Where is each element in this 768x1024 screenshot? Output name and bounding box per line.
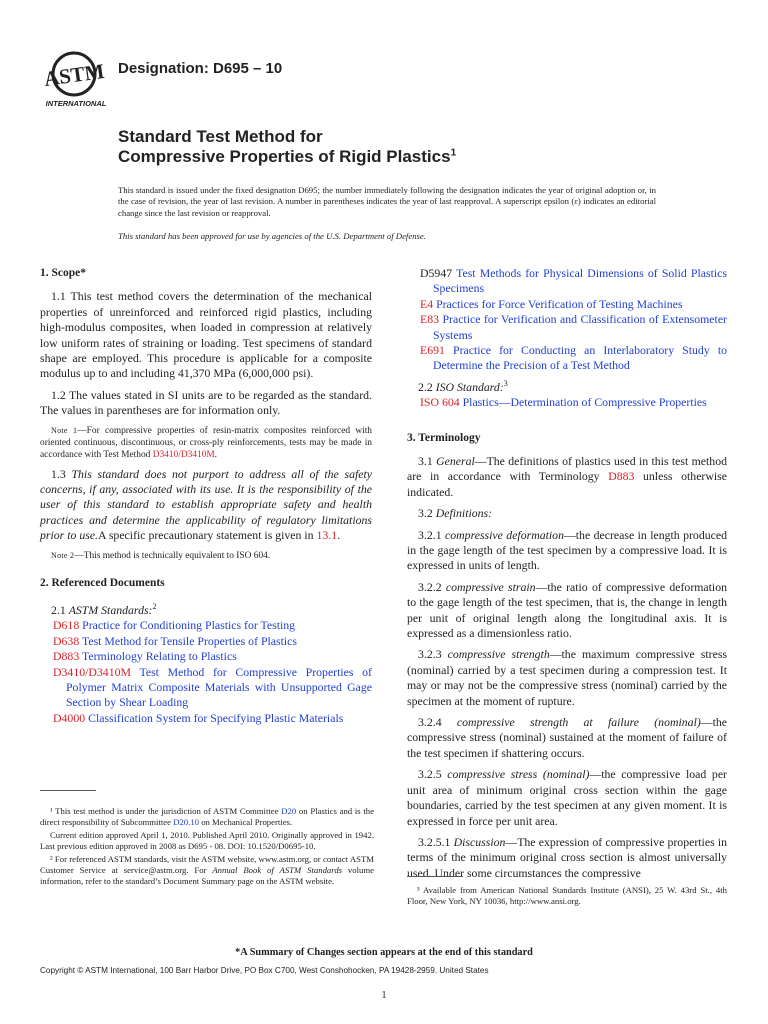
definition-3-2-1: 3.2.1 compressive deformation—the decrease in length produced in the gage length of the test specimen by a compressive load. It is expressed in units of length. (407, 527, 727, 573)
page-number: 1 (381, 990, 387, 1001)
reference-item[interactable]: D883 Terminology Relating to Plastics (53, 649, 237, 664)
link-d20[interactable]: D20 (281, 806, 297, 816)
section-heading-scope: 1. Scope* (40, 267, 86, 279)
paragraph-1-3: 1.3 This standard does not purport to address all of the safety concerns, if any, associated with its use. It is the responsibility of the user of this standard to establish appropriate safety and health practices and determine the applicability of regulatory limitations prior to use.A specific precautionary statement is given in 13.1. (40, 466, 372, 543)
footnote-1: ¹ This test method is under the jurisdiction of ASTM Committee D20 on Plastics and is the direct responsibility of Subcommittee D20.10 on Mechanical Properties. (40, 806, 375, 827)
link-d883[interactable]: D883 (608, 469, 635, 484)
reference-item[interactable]: D5947 Test Methods for Physical Dimensions of Solid Plastics Specimens (420, 266, 727, 296)
subsection-iso-standard: 2.2 ISO Standard:$^3$ (418, 378, 508, 394)
title-line-1: Standard Test Method for (118, 127, 323, 146)
section-heading-referenced-documents: 2. Referenced Documents (40, 576, 165, 589)
astm-reference-list-continued (407, 266, 727, 374)
logo-subtext: INTERNATIONAL (45, 99, 107, 108)
paragraph-1-2: 1.2 The values stated in SI units are to be regarded as the standard. The values in parentheses are for information only. (40, 387, 372, 418)
logo-text: ASTM (44, 58, 106, 92)
title-text: Compressive Properties of Rigid Plastics (118, 147, 451, 166)
summary-of-changes-note: *A Summary of Changes section appears at the end of this standard (235, 947, 533, 958)
title-line-2 (118, 147, 456, 167)
footnote-rule-right (407, 876, 463, 877)
link-13-1[interactable]: 13.1 (316, 528, 338, 543)
paragraph-3-2: 3.2 Definitions: (418, 506, 493, 521)
footnote-2: ² For referenced ASTM standards, visit the ASTM website, www.astm.org, or contact ASTM Customer Service at service@astm.org. For Annual Book of ASTM Standards volume information, refer to the standard’s Document Summary page on the ASTM website. (40, 854, 374, 886)
definition-3-2-3: 3.2.3 compressive strength—the maximum compressive stress (nominal) carried by a test specimen during a compression test. It may or may not be the compressive stress (nominal) carried by the specimen at the moment of rupture. (407, 647, 727, 708)
definition-3-2-5: 3.2.5 compressive stress (nominal)—the compressive load per unit area of minimum original cross section within the gage boundaries, carried by the test specimen at any given moment. It is expressed in force per unit area. (407, 767, 727, 828)
note-1: Note 1—For compressive properties of resin-matrix composites reinforced with oriented continuous, discontinuous, or cross-ply reinforcements, tests may be made in accordance with Test Method D3410/D3410M. (40, 425, 372, 460)
issuance-statement: This standard is issued under the fixed designation D695; the number immediately following the designation indicates the year of original adoption or, in the case of revision, the year of last revision. A number in parentheses indicates the year of last reapproval. A superscript epsilon (ε) indicates an editorial change since the last revision or reapproval. (118, 185, 656, 218)
left-column (40, 266, 372, 726)
reference-item-iso604[interactable]: ISO 604 Plastics—Determination of Compressive Properties (420, 395, 707, 410)
reference-item[interactable]: D618 Practice for Conditioning Plastics for Testing (53, 618, 296, 633)
astm-reference-list (40, 618, 372, 726)
dod-approval-note: This standard has been approved for use by agencies of the U.S. Department of Defense. (118, 231, 426, 241)
definition-3-2-4: 3.2.4 compressive strength at failure (nominal)—the compressive stress (nominal) sustained at the moment of failure of the test specimen if shattering occurs. (407, 715, 728, 760)
paragraph-3-1: 3.1 General—The definitions of plastics used in this test method are in accordance with Terminology D883 unless otherwise indicated. (407, 453, 728, 499)
paragraph-1-1: 1.1 This test method covers the determination of the mechanical properties of unreinforced and reinforced rigid plastics, including high-modulus composites, when loaded in compression at relatively low uniform rates of straining or loading. Test specimens of standard shape are employed. This procedure is applicable for a composite modulus up to and including 41,370 MPa (6,000,000 psi). (40, 289, 372, 381)
note-1-label: Note 1 (51, 425, 78, 435)
copyright-line: Copyright © ASTM International, 100 Barr Harbor Drive, PO Box C700, West Conshohocken, PA 19428-2959. United States (40, 966, 489, 975)
reference-item[interactable]: D4000 Classification System for Specifying Plastic Materials (53, 710, 344, 725)
footnotes-left (40, 806, 374, 889)
discussion-3-2-5-1: 3.2.5.1 Discussion—The expression of compressive properties in terms of the minimum original cross section is almost universally used. Under some circumstances the compressive (407, 834, 728, 880)
right-column (407, 266, 727, 887)
astm-logo (44, 50, 110, 108)
note-2: Note 2—This method is technically equivalent to ISO 604. (51, 550, 271, 561)
title-footnote-marker: 1 (450, 147, 457, 159)
footnote-rule-left (40, 790, 96, 791)
reference-item[interactable]: D638 Test Method for Tensile Properties of Plastics (53, 633, 297, 648)
designation: Designation: D695 – 10 (118, 60, 283, 77)
footnote-3: ³ Available from American National Standards Institute (ANSI), 25 W. 43rd St., 4th Floor, New York, NY 10036, http://www.ansi.org. (407, 885, 727, 906)
subsection-astm-standards: 2.1 ASTM Standards:$^2$ (51, 602, 157, 618)
definition-3-2-2: 3.2.2 compressive strain—the ratio of compressive deformation to the gage length of the test specimen, that is, the change in length per unit of original length along the longitudinal axis. It is expressed as a dimensionless ratio. (407, 579, 728, 641)
reference-item[interactable]: E4 Practices for Force Verification of Testing Machines (420, 296, 683, 311)
reference-item[interactable]: E83 Practice for Verification and Classification of Extensometer Systems (420, 312, 727, 342)
footnote-1-edition: Current edition approved April 1, 2010. Published April 2010. Originally approved in 1942. Last previous edition approved in 2008 as D695 - 08. DOI: 10.1520/D0695-10. (40, 830, 374, 851)
link-d20-10[interactable]: D20.10 (173, 817, 200, 827)
section-heading-terminology: 3. Terminology (407, 431, 481, 444)
reference-item[interactable]: E691 Practice for Conducting an Interlaboratory Study to Determine the Precision of a Test Method (420, 343, 727, 373)
footnotes-right (407, 885, 727, 907)
reference-item[interactable]: D3410/D3410M Test Method for Compressive Properties of Polymer Matrix Composite Materials with Unsupported Gage Section by Shear Loading (53, 664, 372, 710)
link-d3410[interactable]: D3410/D3410M (152, 449, 215, 460)
